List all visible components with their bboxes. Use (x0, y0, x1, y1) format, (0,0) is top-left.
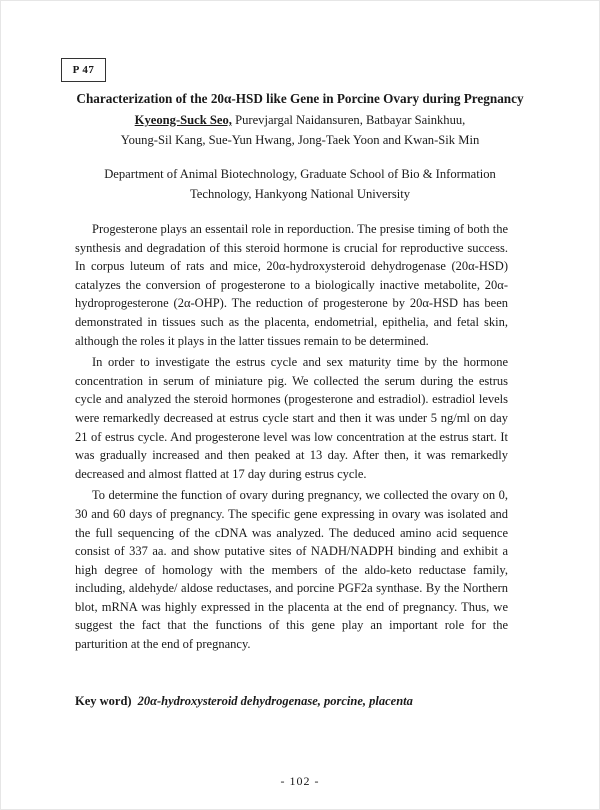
author-line-2: Young-Sil Kang, Sue-Yun Hwang, Jong-Taek Yoon and Kwan-Sik Min (120, 133, 480, 147)
keywords-label: Key word) (75, 694, 132, 708)
keywords-list: 20α-hydroxysteroid dehydrogenase, porcine, placenta (137, 694, 413, 708)
presenting-author: Kyeong-Suck Seo, (134, 113, 232, 127)
author-line-1 (60, 113, 540, 128)
keywords (75, 694, 413, 709)
abstract-paragraph-1: Progesterone plays an essentail role in reporduction. The presise timing of both the synthesis and degradation of this steroid hormone is crucial for reproductive success. In corpus luteum of rats and mice, 20α-hydroxysteroid dehydrogenase (20α-HSD) catalyzes the conversion of progesterone to a biologically inactive metabolite, 20α-hydroprogesterone (2α-OHP). The reduction of progesterone by 20α-HSD has been demonstrated in tissues such as the placenta, endometrial, epithelia, and fetal skin, although the roles it plays in the latter tissues remain to be determined. (75, 222, 508, 348)
affiliation-line-2: Technology, Hankyong National University (189, 187, 411, 201)
abstract-paragraph-2: In order to investigate the estrus cycle and sex maturity time by the hormone concentration in serum of miniature pig. We collected the serum during the estrus cycle and analyzed the steroid hormones (progesterone and estradiol). estradiol levels were remarkedly decreased at estrus cycle start and then it was under 5 ng/ml on day 21 of estrus cycle. And progesterone level was low concentration at the estrus start. It was gradually increased and then peaked at 13 day. After then, it was remarkedly decreased and almost flatted at 17 day during estrus cycle. (75, 355, 508, 481)
co-authors-1: Purevjargal Naidansuren, Batbayar Sainkhuu, (231, 113, 466, 127)
abstract-paragraph-3: To determine the function of ovary during pregnancy, we collected the ovary on 0, 30 and 60 days of pregnancy. The specific gene expressing in ovary was isolated and the full sequencing of the cDNA was analyzed. The deduced amino acid sequence consist of 337 aa. and show putative sites of NADH/NADPH binding and exhibit a high degree of homology with the members of the aldo-keto reductase family, including, aldehyde/ aldose reductases, and porcine PGF2a synthase. By the Northern blot, mRNA was highly expressed in the placenta at the end of pregnancy. Thus, we suggest the fact that the functions of this gene play an important role for the parturition at the end of pregnancy. (75, 488, 508, 652)
page-number: - 102 - (280, 774, 320, 788)
paper-title: Characterization of the 20α-HSD like Gene in Porcine Ovary during Pregnancy (76, 91, 524, 106)
affiliation-line-1: Department of Animal Biotechnology, Graduate School of Bio & Information (104, 167, 496, 181)
abstract-body (75, 220, 508, 657)
poster-id-box: P 47 (61, 58, 106, 82)
